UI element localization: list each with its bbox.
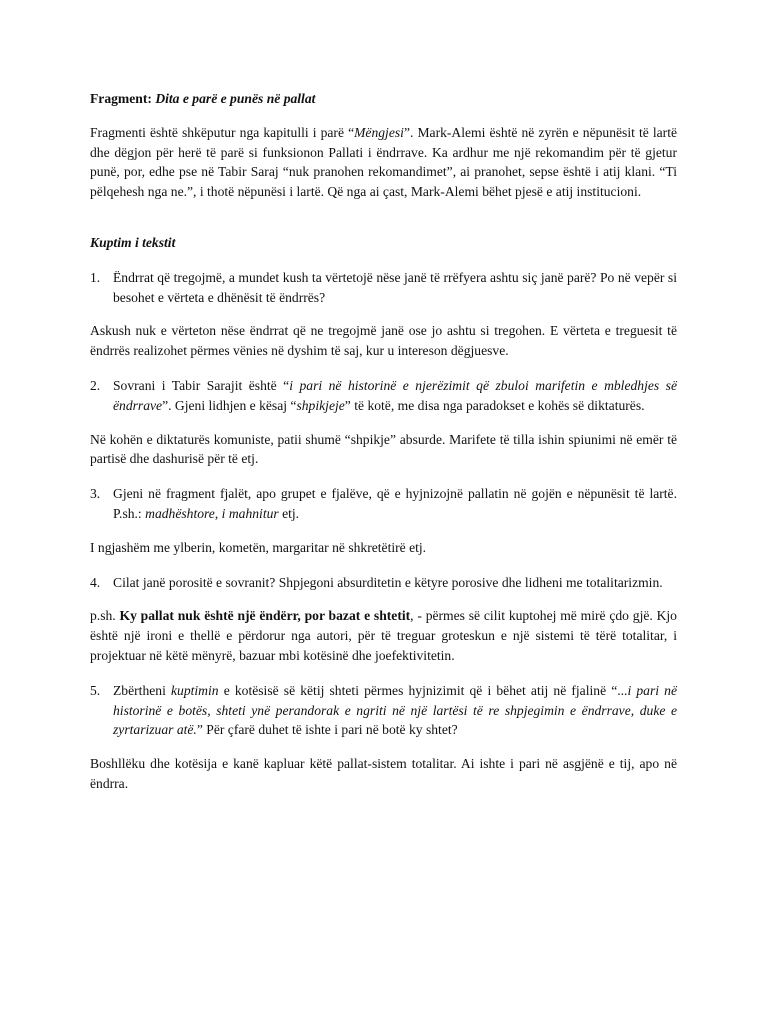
question-text: Gjeni në fragment fjalët, apo grupet e fjalëve, që e hyjnizojnë pallatin në gojën e nëpunësit të lartë. P.sh.: madhështore, i mahnitur etj. (113, 486, 677, 521)
question-text: Cilat janë porositë e sovranit? Shpjegoni absurditetin e këtyre porosive dhe lidheni me totalitarizmin. (113, 574, 663, 590)
italic-text: madhështore (145, 505, 215, 521)
document-content (90, 89, 677, 809)
italic-text: shpikjeje (296, 397, 345, 413)
question-number: 5. (90, 682, 101, 698)
question-2 (90, 376, 677, 416)
question-text: Ëndrrat që tregojmë, a mundet kush ta vërtetojë nëse janë të rrëfyera ashtu siç janë parë? Po në vepër si besohet e vërteta e dhënësit të ëndrrës? (113, 269, 677, 305)
answer-2: Në kohën e diktaturës komuniste, patii shumë “shpikje” absurde. Marifete të tilla ishin spiunimi në emër të partisë dhe dashurisë për të etj. (90, 431, 677, 467)
question-5 (90, 681, 677, 740)
answer-4: p.sh. Ky pallat nuk është një ëndërr, por bazat e shtetit, - përmes së cilit kuptohej më mirë çdo gjë. Kjo është një ironi e thellë e përdorur nga autori, për të treguar groteskun e një sistemi të tërë totalitar, i projektuar në këtë mënyrë, bazuar mbi kotësinë dhe joefektivitetin. (90, 608, 677, 663)
bold-text: Ky pallat nuk është një ëndërr, por bazat e shtetit (119, 608, 411, 624)
question-text: Zbërtheni kuptimin e kotësisë së këtij shteti përmes hyjnizimit që i bëhet atij në fjalinë “...i pari në historinë e botës, shteti ynë perandorak e ngriti në një lartësi të re shpjegimin e ëndrrave, duke e zyrtarizuar atë.” Për çfarë duhet të ishte i pari në botë ky shtet? (113, 682, 677, 738)
fragment-label: Fragment: (90, 91, 152, 106)
fragment-title (90, 89, 677, 109)
italic-text: i pari në historinë e njerëzimit që zbuloi marifetin e mbledhjes së ëndrrave (113, 377, 677, 413)
section-title: Kuptim i tekstit (90, 234, 176, 250)
question-number: 2. (90, 377, 101, 393)
italic-text: Mëngjesi (354, 124, 404, 140)
question-3 (90, 484, 677, 524)
answer-1: Askush nuk e vërteton nëse ëndrrat që ne tregojmë janë ose jo ashtu si tregohen. E vërteta e treguesit të ëndrrës realizohet përmes vënies në dyshim të saj, kur u intereson dëgjuesve. (90, 323, 677, 359)
question-number: 1. (90, 269, 101, 285)
italic-text: i mahnitur (221, 505, 279, 521)
question-1 (90, 268, 677, 308)
answer-5: Boshllëku dhe kotësija e kanë kapluar këtë pallat-sistem totalitar. Ai ishte i pari në asgjënë e tij, apo në ëndrra. (90, 756, 677, 791)
intro-paragraph: Fragmenti është shkëputur nga kapitulli i parë “Mëngjesi”. Mark-Alemi është në zyrën e nëpunësit të lartë dhe dëgjon për herë të parë si funksionon Pallati i ëndrrave. Ka ardhur me një rekomandim për të gjetur punë, por, edhe pse në Tabir Saraj “nuk pranohen rekomandimet”, ai pranohet, sepse është i atij klani. “Ti pëlqehesh nga ne.”, i thotë nëpunësi i lartë. Që nga ai çast, Mark-Alemi bëhet pjesë e atij institucioni. (90, 124, 678, 200)
question-number: 4. (90, 574, 101, 590)
italic-text: kuptimin (170, 682, 219, 698)
question-text: Sovrani i Tabir Sarajit është “i pari në historinë e njerëzimit që zbuloi marifetin e mbledhjes së ëndrrave”. Gjeni lidhjen e kësaj “shpikjeje” të kotë, me disa nga paradokset e kohës së diktaturës. (113, 377, 677, 413)
question-number: 3. (90, 486, 101, 502)
question-4 (90, 573, 677, 593)
italic-text: i pari në historinë e botës, shteti ynë perandorak e ngriti në një lartësi të re shpjegimin e ëndrrave, duke e zyrtarizuar atë. (113, 682, 677, 738)
fragment-name: Dita e parë e punës në pallat (155, 91, 316, 106)
answer-3: I ngjashëm me ylberin, kometën, margaritar në shkretëtirë etj. (90, 539, 427, 555)
